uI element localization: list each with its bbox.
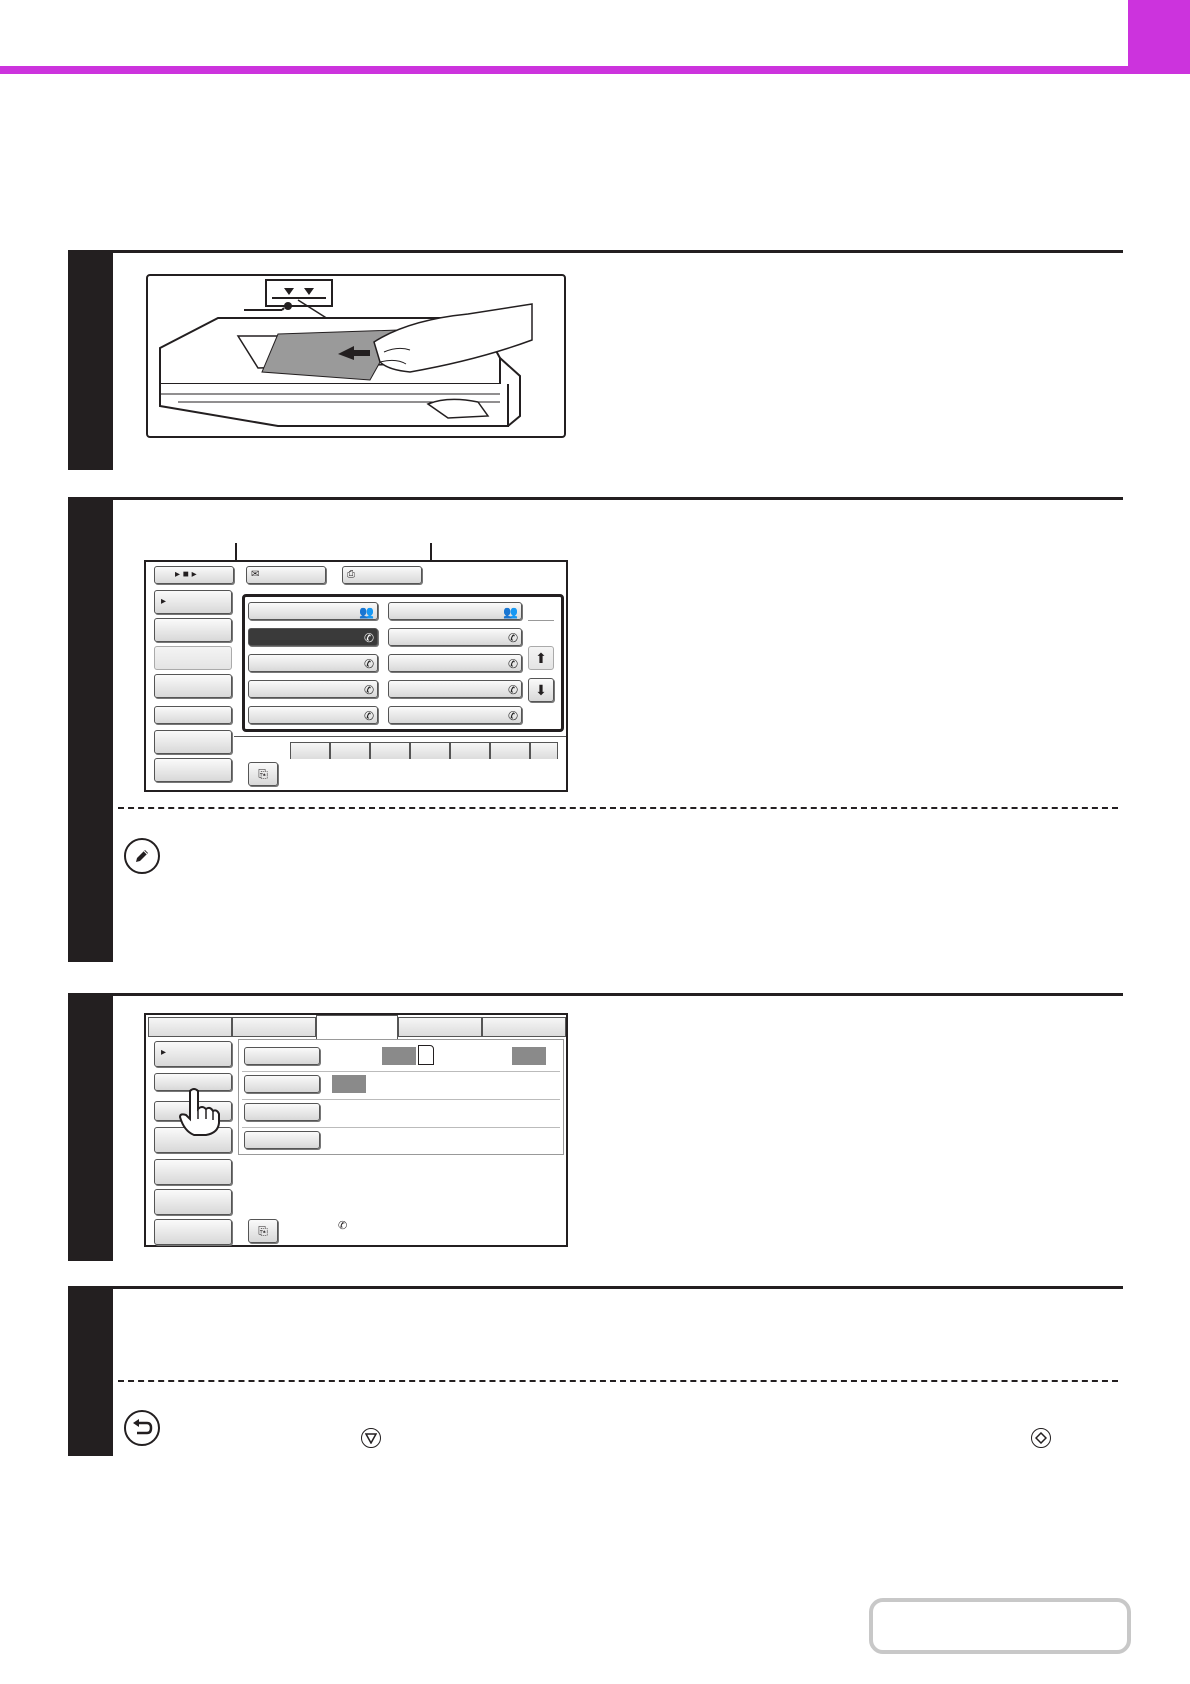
destination-entry[interactable]: [388, 628, 522, 646]
step-4-number-band: [68, 1288, 113, 1456]
settings-row-button[interactable]: [244, 1047, 320, 1065]
send-settings-screen: [144, 1013, 568, 1247]
settings-row-button[interactable]: [244, 1131, 320, 1149]
index-tab[interactable]: [290, 742, 330, 759]
settings-row-button[interactable]: [244, 1075, 320, 1093]
fax-settings-icon: ⎘: [258, 1224, 268, 1238]
step-3-rule: [68, 993, 1123, 996]
step-1-number-band: [68, 252, 113, 470]
step-4-rule: [68, 1286, 1123, 1289]
destination-entry[interactable]: [248, 680, 378, 698]
index-tab[interactable]: [530, 742, 558, 759]
step-2-rule: [68, 497, 1123, 500]
stop-icon: [361, 1428, 381, 1448]
left-menu-item[interactable]: [154, 758, 232, 782]
step-4-tip-separator: [118, 1380, 1118, 1382]
left-menu-item-active[interactable]: ▸: [154, 1041, 232, 1067]
left-menu-item[interactable]: [154, 706, 232, 724]
destination-entry-selected[interactable]: [248, 628, 378, 646]
hand-pointer-icon: [176, 1087, 224, 1137]
setting-value-highlight: [332, 1075, 366, 1093]
step-3-number-band: [68, 995, 113, 1261]
left-menu-item[interactable]: [154, 1159, 232, 1185]
left-menu-item[interactable]: [154, 1219, 232, 1245]
index-tab-line: [234, 736, 566, 737]
left-menu-item[interactable]: [154, 674, 232, 698]
index-tab[interactable]: [450, 742, 490, 759]
header-accent-bar: [0, 66, 1190, 74]
address-book-screen: [144, 560, 568, 792]
start-icon: [1031, 1428, 1051, 1448]
left-menu-item[interactable]: [154, 730, 232, 754]
mail-icon: ✉: [251, 569, 260, 580]
phone-handset-icon: ✆: [338, 1220, 348, 1232]
left-menu-item-active[interactable]: ▸: [154, 590, 232, 614]
step-2-number-band: [68, 499, 113, 962]
feeder-illustration: [146, 274, 566, 438]
paper-orientation-icon: [418, 1045, 434, 1065]
destination-entry[interactable]: [388, 654, 522, 672]
chapter-tab[interactable]: [1128, 0, 1190, 68]
fax-icon: ⎙: [347, 569, 355, 580]
fax-destination-button[interactable]: [342, 566, 422, 584]
row-divider: [242, 1127, 560, 1128]
destination-entry[interactable]: [248, 654, 378, 672]
left-menu-item[interactable]: [154, 646, 232, 670]
phone-icon: ✆: [363, 683, 374, 697]
step-2-tip-separator: [118, 807, 1118, 809]
top-tab[interactable]: [398, 1017, 482, 1037]
destination-entry[interactable]: [248, 602, 378, 620]
destination-entry[interactable]: [388, 602, 522, 620]
destination-entry[interactable]: [388, 680, 522, 698]
destination-entry[interactable]: [248, 706, 378, 724]
top-tab-active[interactable]: [316, 1015, 398, 1039]
contents-button[interactable]: [869, 1598, 1131, 1654]
phone-icon: ✆: [507, 683, 518, 697]
top-tab[interactable]: [232, 1017, 316, 1037]
arrow-up-icon: ⬆: [535, 650, 547, 666]
phone-icon: ✆: [507, 709, 518, 723]
pencil-icon: [124, 838, 160, 874]
index-tab[interactable]: [490, 742, 530, 759]
phone-icon: ✆: [507, 657, 518, 671]
top-tab[interactable]: [148, 1017, 232, 1037]
phone-icon: ✆: [363, 631, 374, 645]
fax-settings-icon: ⎘: [258, 767, 268, 781]
left-menu-item[interactable]: [154, 1189, 232, 1215]
top-tab[interactable]: [482, 1017, 566, 1037]
arrow-down-icon: ⬇: [535, 682, 547, 698]
destination-entry[interactable]: [388, 706, 522, 724]
group-icon: 👥: [503, 605, 518, 619]
setting-value-highlight: [512, 1047, 546, 1065]
mode-switch-button[interactable]: ▸ ■ ▸: [154, 566, 234, 584]
index-tab[interactable]: [410, 742, 450, 759]
settings-row-button[interactable]: [244, 1103, 320, 1121]
row-divider: [242, 1099, 560, 1100]
fax-settings-button[interactable]: [248, 1219, 278, 1243]
mail-destination-button[interactable]: [246, 566, 326, 584]
fax-settings-button[interactable]: [248, 762, 278, 786]
step-1-rule: [68, 250, 1123, 253]
page-indicator-line: [528, 620, 554, 621]
setting-value-highlight: [382, 1047, 416, 1065]
scroll-up-button[interactable]: [528, 646, 554, 670]
phone-icon: ✆: [363, 709, 374, 723]
row-divider: [242, 1071, 560, 1072]
left-menu-item[interactable]: [154, 618, 232, 642]
index-tab[interactable]: [370, 742, 410, 759]
index-tab[interactable]: [330, 742, 370, 759]
phone-icon: ✆: [507, 631, 518, 645]
group-icon: 👥: [359, 605, 374, 619]
return-icon: [124, 1410, 160, 1446]
document-feeder-drawing: [148, 276, 564, 436]
phone-icon: ✆: [363, 657, 374, 671]
scroll-down-button[interactable]: [528, 678, 554, 702]
